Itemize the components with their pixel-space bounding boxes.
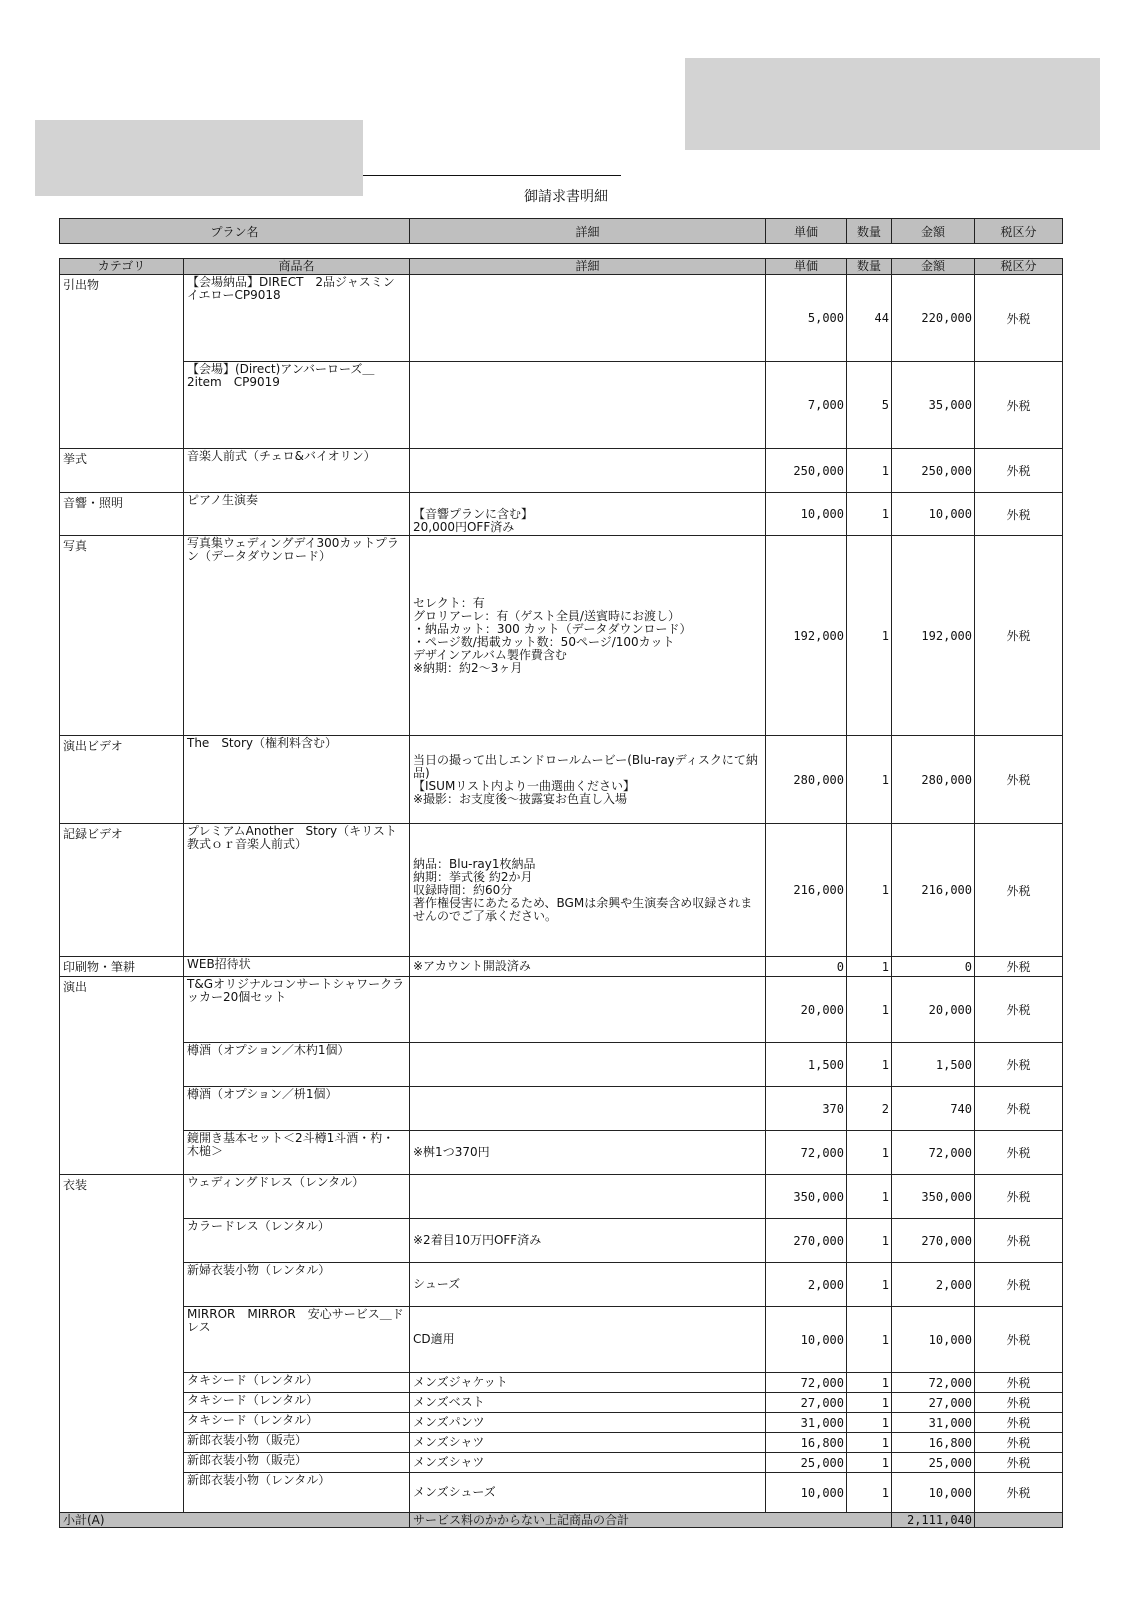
category-cell: 記録ビデオ <box>60 824 184 957</box>
title-rule <box>363 175 621 176</box>
amount-cell: 72,000 <box>892 1131 975 1175</box>
detail-cell: セレクト：有 グロリアーレ：有（ゲスト全員/送賓時にお渡し） ・納品カット：300 カット（データダウンロード） ・ページ数/掲載カット数：50ページ/100カット デザインアルバム製作費含む ※納期：約2～3ヶ月 <box>410 536 766 736</box>
product-cell: 新婦衣装小物（レンタル） <box>184 1263 410 1307</box>
product-cell: 新郎衣装小物（レンタル） <box>184 1473 410 1513</box>
table-row <box>60 736 1063 824</box>
amount-cell: 270,000 <box>892 1219 975 1263</box>
qty-cell: 1 <box>847 977 892 1043</box>
unit-price-cell: 192,000 <box>766 536 847 736</box>
qty-cell: 1 <box>847 1263 892 1307</box>
product-cell: プレミアムAnother Story（キリスト教式ｏｒ音楽人前式） <box>184 824 410 957</box>
amount-cell: 10,000 <box>892 1307 975 1373</box>
unit-price-cell: 350,000 <box>766 1175 847 1219</box>
category-cell-empty <box>60 1307 184 1373</box>
unit-price-cell: 16,800 <box>766 1433 847 1453</box>
tax-cell: 外税 <box>975 362 1063 449</box>
qty-cell: 1 <box>847 493 892 536</box>
unit-price-header: 単価 <box>766 259 847 275</box>
detail-cell <box>410 1043 766 1087</box>
detail-cell <box>410 362 766 449</box>
product-cell: 【会場】(Direct)アンバーローズ＿2item CP9019 <box>184 362 410 449</box>
plan-amount-header: 金額 <box>892 219 975 244</box>
subtotal-tax-empty <box>975 1513 1063 1528</box>
table-row <box>60 977 1063 1043</box>
unit-price-cell: 2,000 <box>766 1263 847 1307</box>
tax-cell: 外税 <box>975 1453 1063 1473</box>
table-row <box>60 1087 1063 1131</box>
product-cell: 新郎衣装小物（販売） <box>184 1433 410 1453</box>
subtotal-row <box>60 1513 1063 1528</box>
plan-tax-header: 税区分 <box>975 219 1063 244</box>
detail-cell: メンズシャツ <box>410 1433 766 1453</box>
unit-price-cell: 10,000 <box>766 493 847 536</box>
plan-detail-header: 詳細 <box>410 219 766 244</box>
unit-price-cell: 31,000 <box>766 1413 847 1433</box>
product-cell: MIRROR MIRROR 安心サービス＿ドレス <box>184 1307 410 1373</box>
table-row <box>60 1473 1063 1513</box>
table-row <box>60 1219 1063 1263</box>
qty-cell: 2 <box>847 1087 892 1131</box>
table-row <box>60 449 1063 493</box>
unit-price-cell: 7,000 <box>766 362 847 449</box>
table-row <box>60 1393 1063 1413</box>
amount-cell: 16,800 <box>892 1433 975 1453</box>
tax-cell: 外税 <box>975 1263 1063 1307</box>
qty-cell: 1 <box>847 1373 892 1393</box>
qty-cell: 1 <box>847 1453 892 1473</box>
product-cell: 鏡開き基本セット＜2斗樽1斗酒・杓・木槌＞ <box>184 1131 410 1175</box>
category-cell-empty <box>60 1413 184 1433</box>
tax-cell: 外税 <box>975 1219 1063 1263</box>
detail-header: 詳細 <box>410 259 766 275</box>
detail-cell: ※2着目10万円OFF済み <box>410 1219 766 1263</box>
table-row <box>60 957 1063 977</box>
unit-price-cell: 10,000 <box>766 1473 847 1513</box>
amount-cell: 740 <box>892 1087 975 1131</box>
unit-price-cell: 216,000 <box>766 824 847 957</box>
qty-cell: 1 <box>847 1413 892 1433</box>
amount-cell: 20,000 <box>892 977 975 1043</box>
tax-cell: 外税 <box>975 1393 1063 1413</box>
category-cell-empty <box>60 1433 184 1453</box>
document-title-text: 御請求書明細 <box>524 189 608 205</box>
tax-cell: 外税 <box>975 1043 1063 1087</box>
detail-cell: 【音響プランに含む】 20,000円OFF済み <box>410 493 766 536</box>
detail-cell: ※桝1つ370円 <box>410 1131 766 1175</box>
product-cell: WEB招待状 <box>184 957 410 977</box>
product-cell: タキシード（レンタル） <box>184 1393 410 1413</box>
category-cell-empty <box>60 1043 184 1087</box>
category-cell: 音響・照明 <box>60 493 184 536</box>
tax-cell: 外税 <box>975 1307 1063 1373</box>
amount-cell: 27,000 <box>892 1393 975 1413</box>
tax-cell: 外税 <box>975 493 1063 536</box>
tax-header: 税区分 <box>975 259 1063 275</box>
qty-cell: 1 <box>847 736 892 824</box>
tax-cell: 外税 <box>975 1473 1063 1513</box>
product-cell: タキシード（レンタル） <box>184 1413 410 1433</box>
unit-price-cell: 72,000 <box>766 1373 847 1393</box>
tax-cell: 外税 <box>975 736 1063 824</box>
detail-cell: CD適用 <box>410 1307 766 1373</box>
amount-cell: 220,000 <box>892 275 975 362</box>
unit-price-cell: 270,000 <box>766 1219 847 1263</box>
tax-cell: 外税 <box>975 536 1063 736</box>
product-cell: T&Gオリジナルコンサートシャワークラッカー20個セット <box>184 977 410 1043</box>
product-cell: カラードレス（レンタル） <box>184 1219 410 1263</box>
unit-price-cell: 20,000 <box>766 977 847 1043</box>
product-cell: The Story（権利料含む） <box>184 736 410 824</box>
tax-cell: 外税 <box>975 1433 1063 1453</box>
qty-cell: 1 <box>847 1433 892 1453</box>
qty-cell: 1 <box>847 449 892 493</box>
category-cell-empty <box>60 1263 184 1307</box>
qty-cell: 1 <box>847 1219 892 1263</box>
document-title <box>0 186 1132 206</box>
product-cell: 写真集ウェディングデイ300カットプラン（データダウンロード） <box>184 536 410 736</box>
amount-cell: 35,000 <box>892 362 975 449</box>
qty-cell: 1 <box>847 1473 892 1513</box>
qty-cell: 1 <box>847 957 892 977</box>
qty-cell: 1 <box>847 1393 892 1413</box>
qty-cell: 1 <box>847 824 892 957</box>
amount-cell: 350,000 <box>892 1175 975 1219</box>
plan-table <box>59 218 1063 244</box>
category-cell-empty <box>60 1453 184 1473</box>
amount-cell: 192,000 <box>892 536 975 736</box>
table-row <box>60 1433 1063 1453</box>
product-cell: 樽酒（オプション／木杓1個） <box>184 1043 410 1087</box>
amount-cell: 10,000 <box>892 1473 975 1513</box>
detail-cell: 当日の撮って出しエンドロールムービー(Blu-rayディスクにて納品) 【ISUMリスト内より一曲選曲ください】 ※撮影：お支度後～披露宴お色直し入場 <box>410 736 766 824</box>
unit-price-cell: 1,500 <box>766 1043 847 1087</box>
table-row <box>60 1413 1063 1433</box>
table-row <box>60 1453 1063 1473</box>
amount-cell: 10,000 <box>892 493 975 536</box>
category-cell: 衣装 <box>60 1175 184 1219</box>
detail-cell: メンズパンツ <box>410 1413 766 1433</box>
product-cell: 音楽人前式（チェロ&バイオリン） <box>184 449 410 493</box>
plan-unit-price-header: 単価 <box>766 219 847 244</box>
qty-cell: 1 <box>847 536 892 736</box>
category-cell: 挙式 <box>60 449 184 493</box>
category-cell-empty <box>60 1473 184 1513</box>
unit-price-cell: 370 <box>766 1087 847 1131</box>
category-cell-empty <box>60 1087 184 1131</box>
detail-cell <box>410 1175 766 1219</box>
category-cell-empty <box>60 1219 184 1263</box>
product-cell: ピアノ生演奏 <box>184 493 410 536</box>
table-row <box>60 1043 1063 1087</box>
detail-cell <box>410 1087 766 1131</box>
detail-cell: メンズベスト <box>410 1393 766 1413</box>
unit-price-cell: 27,000 <box>766 1393 847 1413</box>
table-row <box>60 1307 1063 1373</box>
product-cell: タキシード（レンタル） <box>184 1373 410 1393</box>
table-row <box>60 362 1063 449</box>
category-cell-empty <box>60 1131 184 1175</box>
table-row <box>60 1175 1063 1219</box>
category-cell: 写真 <box>60 536 184 736</box>
table-row <box>60 536 1063 736</box>
qty-cell: 44 <box>847 275 892 362</box>
table-row <box>60 824 1063 957</box>
detail-cell: メンズジャケット <box>410 1373 766 1393</box>
unit-price-cell: 250,000 <box>766 449 847 493</box>
detail-cell: メンズシューズ <box>410 1473 766 1513</box>
subtotal-detail: サービス料のかからない上記商品の合計 <box>410 1513 892 1528</box>
amount-cell: 72,000 <box>892 1373 975 1393</box>
unit-price-cell: 10,000 <box>766 1307 847 1373</box>
items-header-row <box>60 259 1063 275</box>
product-header: 商品名 <box>184 259 410 275</box>
items-table <box>59 258 1063 1528</box>
qty-cell: 5 <box>847 362 892 449</box>
tax-cell: 外税 <box>975 957 1063 977</box>
category-cell-empty <box>60 362 184 449</box>
detail-cell <box>410 449 766 493</box>
subtotal-label: 小計(A) <box>60 1513 410 1528</box>
qty-cell: 1 <box>847 1043 892 1087</box>
tax-cell: 外税 <box>975 1413 1063 1433</box>
table-row <box>60 1263 1063 1307</box>
category-header: カテゴリ <box>60 259 184 275</box>
detail-cell: ※アカウント開設済み <box>410 957 766 977</box>
amount-header: 金額 <box>892 259 975 275</box>
plan-qty-header: 数量 <box>847 219 892 244</box>
tax-cell: 外税 <box>975 1087 1063 1131</box>
table-row <box>60 1373 1063 1393</box>
detail-cell <box>410 275 766 362</box>
tax-cell: 外税 <box>975 977 1063 1043</box>
table-row <box>60 1131 1063 1175</box>
category-cell: 演出 <box>60 977 184 1043</box>
qty-cell: 1 <box>847 1175 892 1219</box>
amount-cell: 2,000 <box>892 1263 975 1307</box>
unit-price-cell: 5,000 <box>766 275 847 362</box>
amount-cell: 280,000 <box>892 736 975 824</box>
qty-cell: 1 <box>847 1131 892 1175</box>
amount-cell: 216,000 <box>892 824 975 957</box>
tax-cell: 外税 <box>975 1131 1063 1175</box>
tax-cell: 外税 <box>975 275 1063 362</box>
category-cell-empty <box>60 1373 184 1393</box>
plan-header-row <box>60 219 1063 244</box>
tax-cell: 外税 <box>975 449 1063 493</box>
category-cell-empty <box>60 1393 184 1413</box>
product-cell: 新郎衣装小物（販売） <box>184 1453 410 1473</box>
detail-cell: 納品：Blu-ray1枚納品 納期：挙式後 約2か月 収録時間：約60分 著作権侵害にあたるため、BGMは余興や生演奏含め収録されませんのでご了承ください。 <box>410 824 766 957</box>
unit-price-cell: 25,000 <box>766 1453 847 1473</box>
detail-cell <box>410 977 766 1043</box>
product-cell: ウェディングドレス（レンタル） <box>184 1175 410 1219</box>
category-cell: 引出物 <box>60 275 184 362</box>
product-cell: 樽酒（オプション／枡1個） <box>184 1087 410 1131</box>
amount-cell: 250,000 <box>892 449 975 493</box>
redacted-block-right <box>685 58 1100 150</box>
redacted-block-left <box>35 120 363 196</box>
table-row <box>60 275 1063 362</box>
qty-cell: 1 <box>847 1307 892 1373</box>
amount-cell: 31,000 <box>892 1413 975 1433</box>
unit-price-cell: 72,000 <box>766 1131 847 1175</box>
category-cell: 演出ビデオ <box>60 736 184 824</box>
amount-cell: 25,000 <box>892 1453 975 1473</box>
tax-cell: 外税 <box>975 1373 1063 1393</box>
qty-header: 数量 <box>847 259 892 275</box>
detail-cell: メンズシャツ <box>410 1453 766 1473</box>
product-cell: 【会場納品】DIRECT 2品ジャスミンイエローCP9018 <box>184 275 410 362</box>
unit-price-cell: 280,000 <box>766 736 847 824</box>
table-row <box>60 493 1063 536</box>
tax-cell: 外税 <box>975 1175 1063 1219</box>
tax-cell: 外税 <box>975 824 1063 957</box>
amount-cell: 0 <box>892 957 975 977</box>
detail-cell: シューズ <box>410 1263 766 1307</box>
amount-cell: 1,500 <box>892 1043 975 1087</box>
category-cell: 印刷物・筆耕 <box>60 957 184 977</box>
plan-name-header: プラン名 <box>60 219 410 244</box>
unit-price-cell: 0 <box>766 957 847 977</box>
subtotal-amount: 2,111,040 <box>892 1513 975 1528</box>
